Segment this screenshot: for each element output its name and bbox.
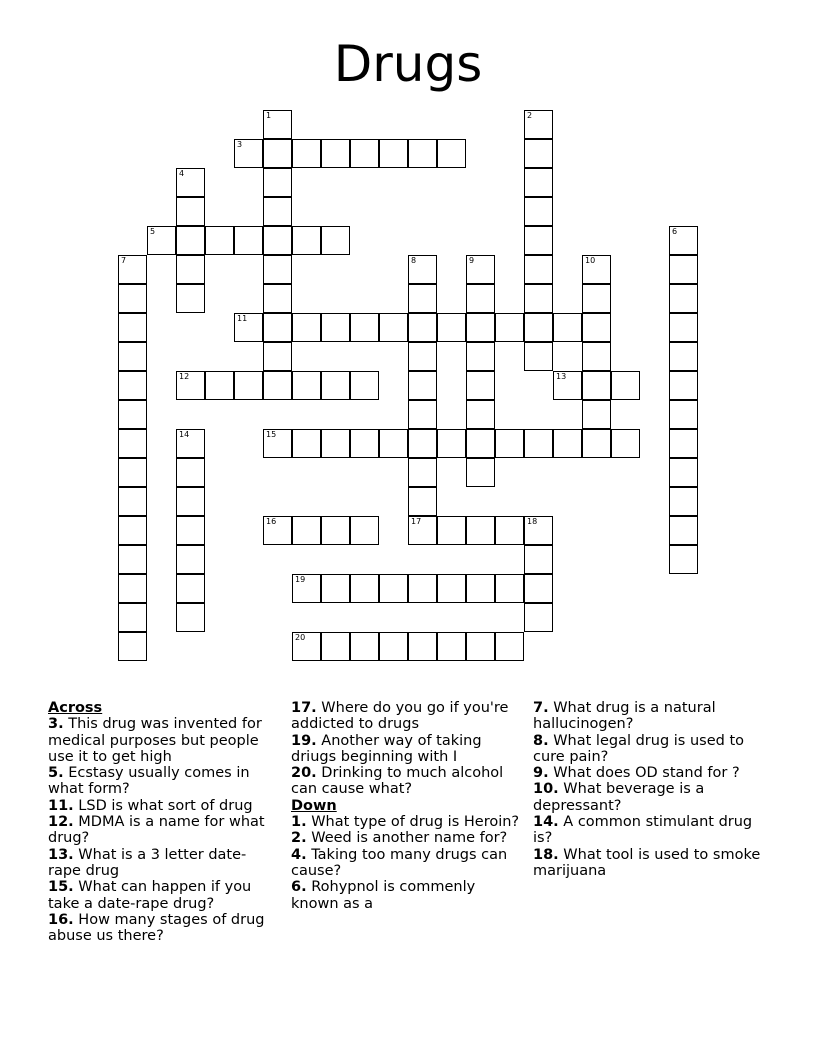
clue-text: Weed is another name for? — [311, 830, 508, 847]
crossword-cell[interactable] — [524, 603, 553, 632]
crossword-cell[interactable] — [524, 516, 553, 545]
crossword-cell[interactable] — [669, 545, 698, 574]
crossword-cell[interactable] — [263, 429, 292, 458]
clue — [291, 847, 521, 880]
crossword-cell[interactable] — [524, 139, 553, 168]
crossword-cell[interactable] — [582, 429, 611, 458]
crossword-cell[interactable] — [118, 313, 147, 342]
crossword-cell[interactable] — [176, 226, 205, 255]
crossword-cell[interactable] — [176, 458, 205, 487]
crossword-cell[interactable] — [524, 110, 553, 139]
crossword-cell[interactable] — [669, 255, 698, 284]
crossword-cell[interactable] — [669, 313, 698, 342]
crossword-cell[interactable] — [379, 429, 408, 458]
crossword-cell[interactable] — [524, 545, 553, 574]
crossword-cell[interactable] — [321, 574, 350, 603]
clue-number: 2 — [527, 111, 533, 120]
crossword-cell[interactable] — [408, 429, 437, 458]
crossword-cell[interactable] — [263, 313, 292, 342]
crossword-cell[interactable] — [466, 371, 495, 400]
crossword-cell[interactable] — [582, 255, 611, 284]
crossword-cell[interactable] — [524, 342, 553, 371]
crossword-cell[interactable] — [292, 574, 321, 603]
crossword-cell[interactable] — [582, 284, 611, 313]
clue-number-label: 5. — [48, 765, 64, 782]
clue-text: MDMA is a name for what drug? — [48, 814, 265, 847]
clue-column-3 — [533, 700, 773, 879]
crossword-cell[interactable] — [408, 458, 437, 487]
clue — [48, 847, 276, 880]
crossword-cell[interactable] — [408, 487, 437, 516]
page-title: Drugs — [333, 35, 483, 93]
crossword-cell[interactable] — [292, 371, 321, 400]
clue-text: Where do you go if you're addicted to drugs — [291, 700, 509, 733]
clue-number: 7 — [121, 256, 127, 265]
crossword-cell[interactable] — [118, 545, 147, 574]
clue — [48, 879, 276, 912]
clue — [291, 733, 521, 766]
clue-text: Taking too many drugs can cause? — [291, 846, 508, 879]
clue-number: 15 — [266, 430, 277, 439]
crossword-cell[interactable] — [466, 632, 495, 661]
crossword-cell[interactable] — [263, 371, 292, 400]
clue-number: 14 — [179, 430, 190, 439]
crossword-cell[interactable] — [582, 371, 611, 400]
crossword-cell[interactable] — [466, 400, 495, 429]
clue-number-label: 9. — [533, 765, 549, 782]
crossword-cell[interactable] — [350, 313, 379, 342]
crossword-cell[interactable] — [321, 371, 350, 400]
crossword-cell[interactable] — [582, 342, 611, 371]
crossword-cell[interactable] — [669, 342, 698, 371]
crossword-cell[interactable] — [437, 139, 466, 168]
crossword-cell[interactable] — [176, 429, 205, 458]
clue-number: 19 — [295, 575, 306, 584]
crossword-cell[interactable] — [321, 429, 350, 458]
crossword-cell[interactable] — [437, 574, 466, 603]
crossword-cell[interactable] — [524, 255, 553, 284]
crossword-cell[interactable] — [408, 313, 437, 342]
crossword-cell[interactable] — [408, 255, 437, 284]
clue-number-label: 19. — [291, 732, 317, 749]
crossword-cell[interactable] — [669, 458, 698, 487]
clue-text: What type of drug is Heroin? — [311, 814, 520, 831]
clue — [48, 814, 276, 847]
crossword-cell[interactable] — [263, 110, 292, 139]
crossword-cell[interactable] — [118, 255, 147, 284]
crossword-cell[interactable] — [263, 197, 292, 226]
crossword-cell[interactable] — [292, 632, 321, 661]
crossword-cell[interactable] — [495, 574, 524, 603]
clue-number-label: 8. — [533, 732, 549, 749]
crossword-cell[interactable] — [611, 371, 640, 400]
clue — [291, 700, 521, 733]
crossword-cell[interactable] — [466, 516, 495, 545]
crossword-cell[interactable] — [118, 632, 147, 661]
crossword-cell[interactable] — [118, 342, 147, 371]
clue — [291, 879, 521, 912]
crossword-cell[interactable] — [408, 284, 437, 313]
clue — [533, 700, 773, 733]
crossword-cell[interactable] — [176, 371, 205, 400]
crossword-cell[interactable] — [408, 574, 437, 603]
crossword-cell[interactable] — [611, 429, 640, 458]
across-heading: Across — [48, 700, 103, 716]
clue-text: What is a 3 letter date-rape drug — [48, 846, 247, 879]
crossword-cell[interactable] — [669, 516, 698, 545]
clue-number-label: 10. — [533, 781, 559, 798]
clue-number: 4 — [179, 169, 185, 178]
clue — [48, 716, 276, 765]
crossword-cell[interactable] — [118, 487, 147, 516]
crossword-cell[interactable] — [176, 574, 205, 603]
clue-text: Ecstasy usually comes in what form? — [48, 765, 250, 798]
crossword-cell[interactable] — [466, 255, 495, 284]
clue — [533, 733, 773, 766]
clue — [48, 912, 276, 945]
crossword-cell[interactable] — [379, 574, 408, 603]
crossword-cell[interactable] — [176, 284, 205, 313]
clue — [48, 798, 276, 814]
clue-number-label: 17. — [291, 700, 317, 716]
crossword-cell[interactable] — [234, 226, 263, 255]
clue-text: Drinking to much alcohol can cause what? — [291, 765, 504, 798]
clue — [533, 765, 773, 781]
crossword-cell[interactable] — [292, 139, 321, 168]
crossword-cell[interactable] — [466, 313, 495, 342]
crossword-cell[interactable] — [524, 168, 553, 197]
crossword-cell[interactable] — [321, 516, 350, 545]
crossword-cell[interactable] — [437, 313, 466, 342]
crossword-cell[interactable] — [263, 342, 292, 371]
clue — [533, 847, 773, 880]
crossword-cell[interactable] — [437, 632, 466, 661]
crossword-cell[interactable] — [495, 429, 524, 458]
clue-text: Another way of taking driugs beginning with I — [291, 732, 482, 765]
down-heading: Down — [291, 797, 337, 814]
clue-number: 20 — [295, 633, 306, 642]
clue-number: 18 — [527, 517, 538, 526]
clue-text: What drug is a natural hallucinogen? — [533, 700, 716, 733]
crossword-cell[interactable] — [118, 429, 147, 458]
crossword-cell[interactable] — [669, 371, 698, 400]
crossword-cell[interactable] — [263, 516, 292, 545]
crossword-cell[interactable] — [350, 429, 379, 458]
crossword-cell[interactable] — [524, 313, 553, 342]
crossword-cell[interactable] — [350, 516, 379, 545]
clue-number-label: 15. — [48, 879, 74, 896]
clue-number-label: 12. — [48, 814, 74, 831]
crossword-cell[interactable] — [321, 139, 350, 168]
crossword-cell[interactable] — [553, 371, 582, 400]
crossword-cell[interactable] — [524, 226, 553, 255]
clue-number-label: 6. — [291, 879, 307, 896]
clue-number: 12 — [179, 372, 190, 381]
crossword-cell[interactable] — [263, 284, 292, 313]
clue-number: 8 — [411, 256, 417, 265]
clue-text: How many stages of drug abuse us there? — [48, 911, 265, 945]
crossword-cell[interactable] — [176, 603, 205, 632]
crossword-cell[interactable] — [379, 632, 408, 661]
clue-number: 16 — [266, 517, 277, 526]
crossword-cell[interactable] — [524, 197, 553, 226]
crossword-cell[interactable] — [118, 516, 147, 545]
clue-text: What legal drug is used to cure pain? — [533, 732, 744, 765]
crossword-cell[interactable] — [669, 487, 698, 516]
crossword-cell[interactable] — [176, 168, 205, 197]
clue-number-label: 1. — [291, 814, 307, 831]
crossword-cell[interactable] — [147, 226, 176, 255]
crossword-cell[interactable] — [350, 574, 379, 603]
crossword-cell[interactable] — [466, 342, 495, 371]
crossword-cell[interactable] — [408, 342, 437, 371]
clue-column-2 — [291, 700, 521, 912]
clue-text: Rohypnol is commenly known as a — [291, 879, 476, 912]
crossword-cell[interactable] — [176, 545, 205, 574]
crossword-cell[interactable] — [118, 458, 147, 487]
clue-number: 11 — [237, 314, 248, 323]
crossword-cell[interactable] — [524, 284, 553, 313]
crossword-cell[interactable] — [379, 139, 408, 168]
crossword-cell[interactable] — [553, 313, 582, 342]
crossword-cell[interactable] — [524, 429, 553, 458]
crossword-cell[interactable] — [118, 284, 147, 313]
crossword-cell[interactable] — [408, 371, 437, 400]
crossword-cell[interactable] — [350, 371, 379, 400]
clue-number: 6 — [672, 227, 678, 236]
clue-number: 10 — [585, 256, 596, 265]
clue-text: A common stimulant drug is? — [533, 814, 753, 847]
clue-number-label: 13. — [48, 846, 74, 863]
clue-number: 1 — [266, 111, 272, 120]
crossword-cell[interactable] — [466, 574, 495, 603]
crossword-cell[interactable] — [408, 632, 437, 661]
crossword-cell[interactable] — [118, 371, 147, 400]
crossword-cell[interactable] — [669, 400, 698, 429]
clue-number: 17 — [411, 517, 422, 526]
crossword-cell[interactable] — [205, 226, 234, 255]
clue-number-label: 3. — [48, 716, 64, 733]
crossword-cell[interactable] — [176, 255, 205, 284]
crossword-cell[interactable] — [553, 429, 582, 458]
crossword-cell[interactable] — [118, 574, 147, 603]
clue-number: 9 — [469, 256, 475, 265]
crossword-cell[interactable] — [176, 487, 205, 516]
crossword-cell[interactable] — [669, 284, 698, 313]
crossword-cell[interactable] — [292, 429, 321, 458]
crossword-cell[interactable] — [263, 139, 292, 168]
clue-number-label: 4. — [291, 846, 307, 863]
clue — [291, 814, 521, 830]
crossword-cell[interactable] — [234, 139, 263, 168]
crossword-cell[interactable] — [263, 168, 292, 197]
clue-number-label: 11. — [48, 797, 74, 814]
clue-number-label: 20. — [291, 765, 317, 782]
crossword-cell[interactable] — [495, 632, 524, 661]
clue-text: This drug was invented for medical purposes but people use it to get high — [48, 716, 262, 765]
crossword-cell[interactable] — [292, 226, 321, 255]
clue — [533, 814, 773, 847]
crossword-cell[interactable] — [669, 429, 698, 458]
clue-number-label: 14. — [533, 814, 559, 831]
crossword-cell[interactable] — [582, 313, 611, 342]
crossword-cell[interactable] — [408, 139, 437, 168]
clue — [291, 765, 521, 798]
crossword-cell[interactable] — [205, 371, 234, 400]
crossword-cell[interactable] — [321, 226, 350, 255]
crossword-cell[interactable] — [350, 139, 379, 168]
crossword-cell[interactable] — [466, 458, 495, 487]
clue — [533, 781, 773, 814]
clue-text: What does OD stand for ? — [553, 765, 740, 782]
crossword-cell[interactable] — [495, 516, 524, 545]
crossword-cell[interactable] — [437, 429, 466, 458]
clue-number-label: 7. — [533, 700, 549, 716]
crossword-cell[interactable] — [408, 516, 437, 545]
clue-number-label: 16. — [48, 911, 74, 928]
crossword-cell[interactable] — [176, 516, 205, 545]
crossword-cell[interactable] — [292, 516, 321, 545]
clue-number-label: 2. — [291, 830, 307, 847]
crossword-cell[interactable] — [466, 429, 495, 458]
clue-text: What tool is used to smoke marijuana — [533, 846, 761, 879]
crossword-cell[interactable] — [524, 574, 553, 603]
crossword-cell[interactable] — [263, 255, 292, 284]
crossword-cell[interactable] — [350, 632, 379, 661]
crossword-cell[interactable] — [321, 632, 350, 661]
crossword-cell[interactable] — [176, 197, 205, 226]
clue — [291, 830, 521, 846]
crossword-cell[interactable] — [263, 226, 292, 255]
clue-number: 5 — [150, 227, 156, 236]
clue-text: LSD is what sort of drug — [78, 797, 253, 814]
crossword-cell[interactable] — [495, 313, 524, 342]
crossword-cell[interactable] — [234, 313, 263, 342]
crossword-cell[interactable] — [437, 516, 466, 545]
clue-text: What can happen if you take a date-rape drug? — [48, 879, 252, 912]
crossword-cell[interactable] — [582, 400, 611, 429]
crossword-cell[interactable] — [466, 284, 495, 313]
crossword-cell[interactable] — [379, 313, 408, 342]
crossword-cell[interactable] — [669, 226, 698, 255]
crossword-cell[interactable] — [292, 313, 321, 342]
clue-text: What beverage is a depressant? — [533, 781, 705, 814]
clue — [48, 765, 276, 798]
clue-number: 13 — [556, 372, 567, 381]
crossword-cell[interactable] — [118, 603, 147, 632]
crossword-cell[interactable] — [234, 371, 263, 400]
crossword-cell[interactable] — [408, 400, 437, 429]
crossword-cell[interactable] — [321, 313, 350, 342]
clue-column-1 — [48, 700, 276, 944]
crossword-cell[interactable] — [118, 400, 147, 429]
clue-number-label: 18. — [533, 846, 559, 863]
clue-number: 3 — [237, 140, 243, 149]
